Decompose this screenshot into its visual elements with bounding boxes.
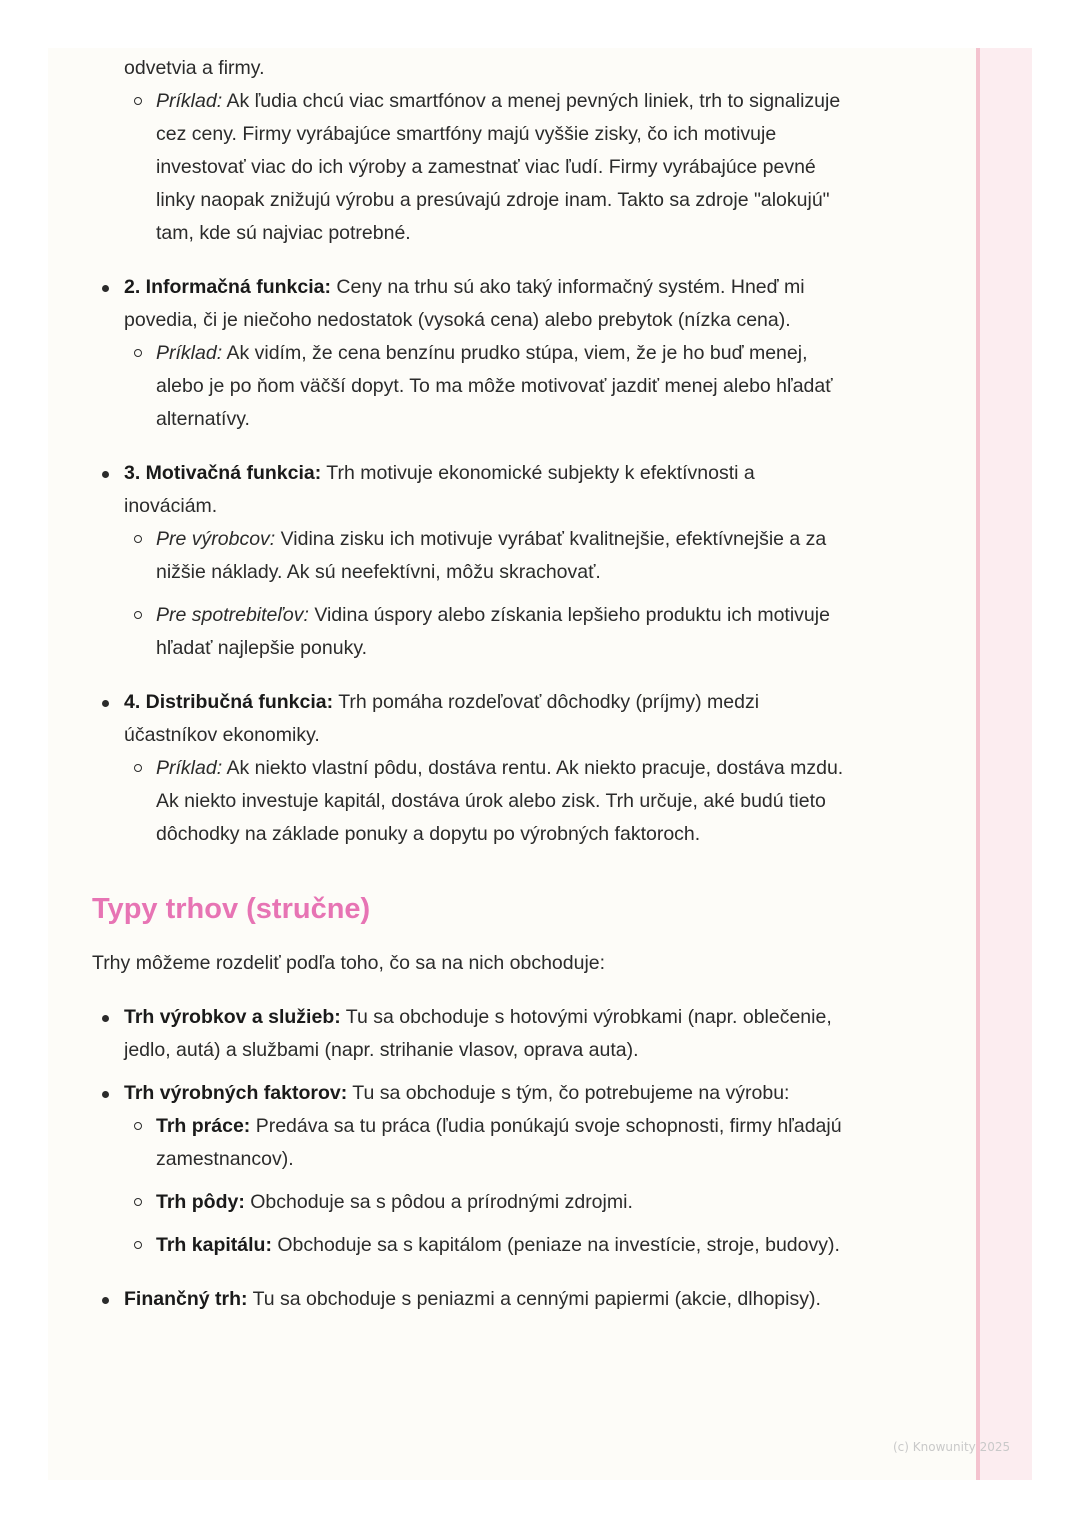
list-item-motivacna	[92, 457, 852, 665]
sub-market-text: Obchoduje sa s pôdou a prírodnými zdrojmi.	[244, 1191, 633, 1213]
example-label: Príklad:	[156, 90, 223, 112]
sub-list-item	[124, 523, 852, 589]
continuation-text: odvetvia a firmy.	[124, 57, 265, 79]
sub-list-item	[124, 1110, 852, 1176]
sub-list-item	[124, 1229, 852, 1262]
market-text: Tu sa obchoduje s tým, čo potrebujeme na výrobu:	[347, 1082, 790, 1104]
sub-list	[124, 752, 852, 851]
market-text: Tu sa obchoduje s hotovými výrobkami (napr. oblečenie, jedlo, autá) a službami (napr. strihanie vlasov, oprava auta).	[124, 1006, 832, 1061]
sub-list-item	[124, 85, 852, 250]
sub-list-item	[124, 337, 852, 436]
sub-market-title: Trh pôdy:	[156, 1191, 245, 1213]
market-title: Trh výrobkov a služieb:	[124, 1006, 341, 1028]
list-item-continuation	[92, 52, 852, 250]
section-heading: Typy trhov (stručne)	[92, 893, 371, 925]
example-label: Príklad:	[156, 342, 223, 364]
sub-market-text: Predáva sa tu práca (ľudia ponúkajú svoje schopnosti, firmy hľadajú zamestnancov).	[156, 1115, 842, 1170]
market-types-list	[92, 1001, 852, 1316]
function-title: 2. Informačná funkcia:	[124, 276, 331, 298]
watermark: (c) Knowunity 2025	[893, 1440, 1011, 1454]
sub-label: Pre spotrebiteľov:	[156, 604, 309, 626]
sub-list	[124, 1110, 852, 1262]
list-item-faktory	[92, 1077, 852, 1262]
section-intro: Trhy môžeme rozdeliť podľa toho, čo sa na nich obchoduje:	[92, 952, 606, 974]
sub-text: Vidina úspory alebo získania lepšieho produktu ich motivuje hľadať najlepšie ponuky.	[156, 604, 830, 659]
market-title: Finančný trh:	[124, 1288, 248, 1310]
sub-list	[124, 337, 852, 436]
right-margin-strip	[976, 48, 1032, 1480]
sub-market-text: Obchoduje sa s kapitálom (peniaze na investície, stroje, budovy).	[271, 1234, 840, 1256]
sub-text: Vidina zisku ich motivuje vyrábať kvalitnejšie, efektívnejšie a za nižšie náklady. Ak sú neefektívni, môžu skrachovať.	[156, 528, 827, 583]
document-content	[92, 52, 852, 1316]
list-item-vyrobky	[92, 1001, 852, 1067]
list-item-financny	[92, 1283, 852, 1316]
sub-list-item	[124, 1186, 852, 1219]
example-text: Ak vidím, že cena benzínu prudko stúpa, viem, že je ho buď menej, alebo je po ňom väčší dopyt. To ma môže motivovať jazdiť menej alebo hľadať alternatívy.	[156, 342, 833, 430]
list-item-informacna	[92, 271, 852, 436]
functions-list	[92, 52, 852, 851]
example-text: Ak niekto vlastní pôdu, dostáva rentu. Ak niekto pracuje, dostáva mzdu. Ak niekto investuje kapitál, dostáva úrok alebo zisk. Trh určuje, aké budú tieto dôchodky na základe ponuky a dopytu po výrobných faktoroch.	[156, 757, 844, 845]
sub-list	[124, 85, 852, 250]
function-text: Ceny na trhu sú ako taký informačný systém. Hneď mi povedia, či je niečoho nedostatok (vysoká cena) alebo prebytok (nízka cena).	[124, 276, 805, 331]
function-text: Trh pomáha rozdeľovať dôchodky (príjmy) medzi účastníkov ekonomiky.	[124, 691, 760, 746]
sub-market-title: Trh práce:	[156, 1115, 251, 1137]
margin-line	[976, 48, 980, 1480]
sub-market-title: Trh kapitálu:	[156, 1234, 272, 1256]
market-title: Trh výrobných faktorov:	[124, 1082, 348, 1104]
market-text: Tu sa obchoduje s peniazmi a cennými papiermi (akcie, dlhopisy).	[247, 1288, 821, 1310]
list-item-distribucna	[92, 686, 852, 851]
sub-list-item	[124, 752, 852, 851]
function-title: 3. Motivačná funkcia:	[124, 462, 322, 484]
function-text: Trh motivuje ekonomické subjekty k efektívnosti a inováciám.	[124, 462, 755, 517]
sub-list	[124, 523, 852, 665]
example-text: Ak ľudia chcú viac smartfónov a menej pevných liniek, trh to signalizuje cez ceny. Firmy vyrábajúce smartfóny majú vyššie zisky, čo ich motivuje investovať viac do ich výroby a zamestnať viac ľudí. Firmy vyrábajúce pevné linky naopak znižujú výrobu a presúvajú zdroje inam. Takto sa zdroje "alokujú" tam, kde sú najviac potrebné.	[156, 90, 841, 244]
sub-label: Pre výrobcov:	[156, 528, 276, 550]
sub-list-item	[124, 599, 852, 665]
function-title: 4. Distribučná funkcia:	[124, 691, 334, 713]
example-label: Príklad:	[156, 757, 223, 779]
